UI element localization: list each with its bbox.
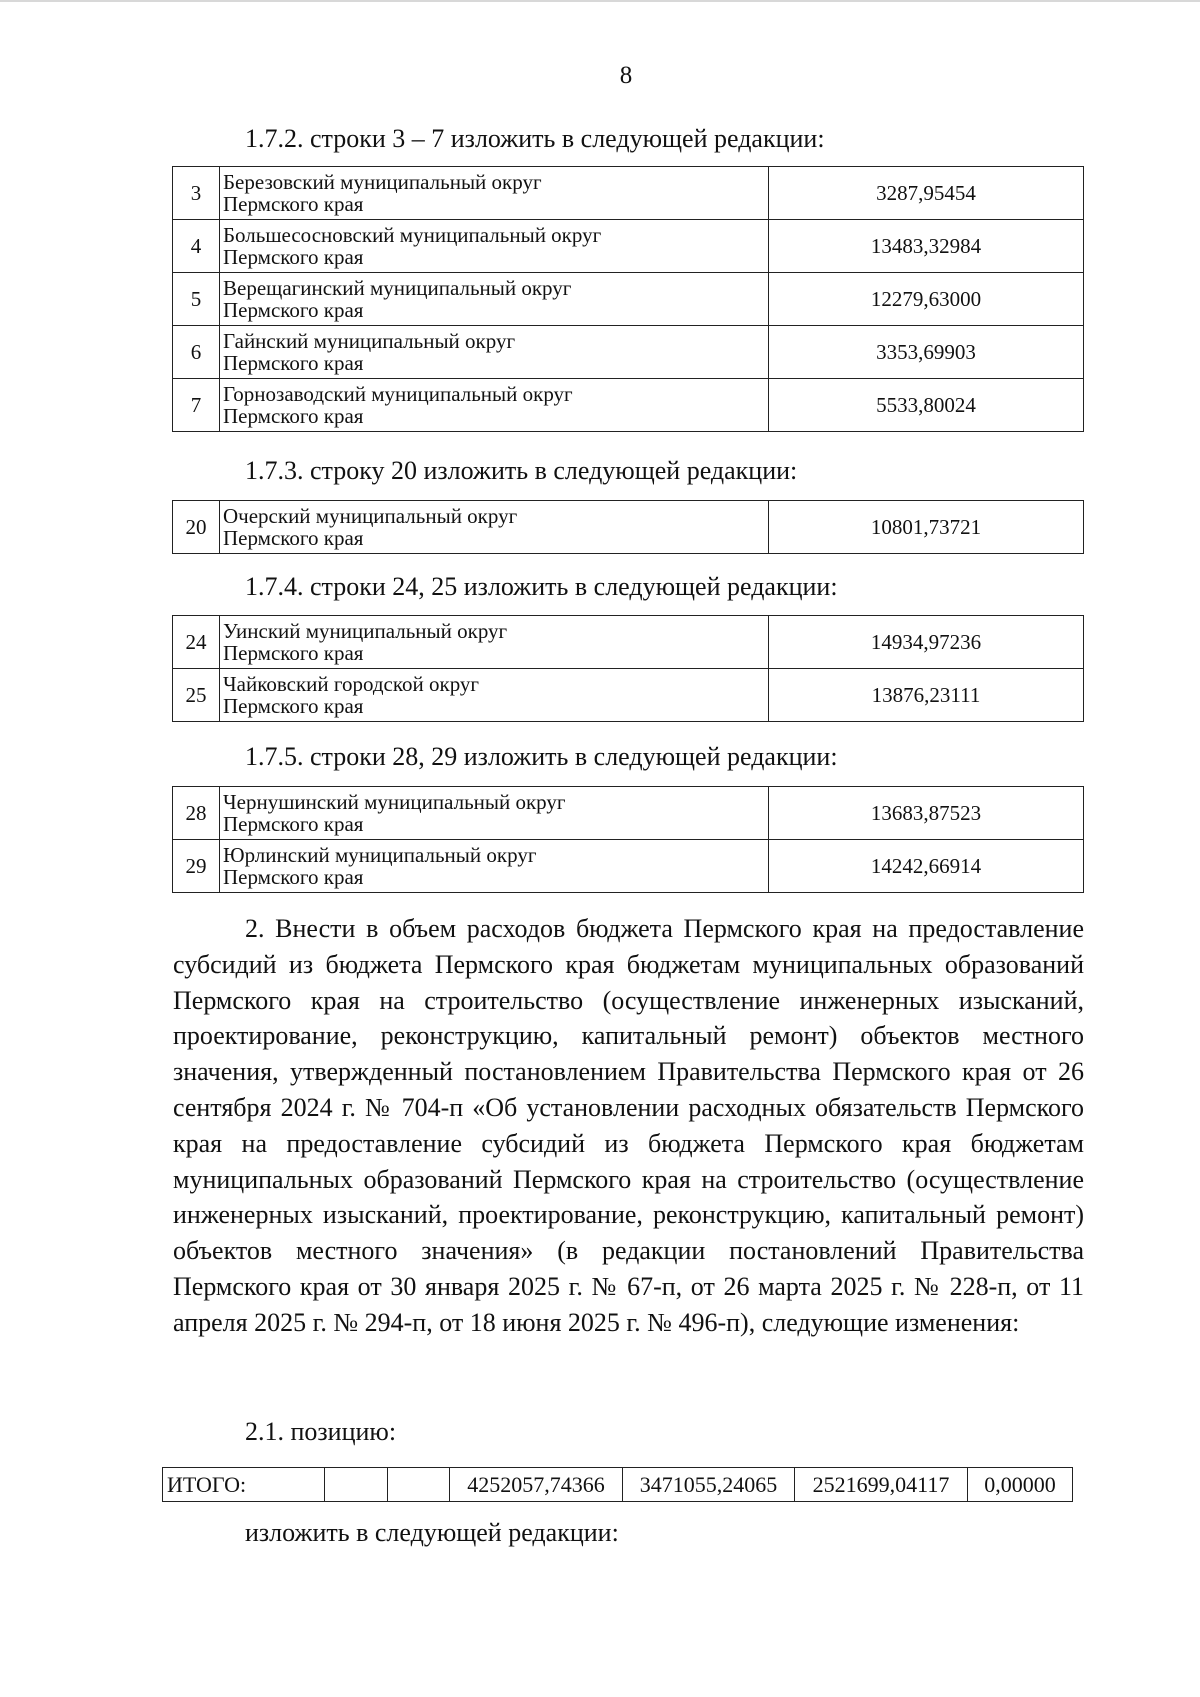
table-row (173, 273, 1084, 326)
row-number: 7 (173, 379, 220, 432)
row-name (220, 840, 769, 893)
row-value: 3287,95454 (769, 167, 1084, 220)
row-name (220, 669, 769, 722)
row-value: 13483,32984 (769, 220, 1084, 273)
row-number: 28 (173, 787, 220, 840)
row-name (220, 167, 769, 220)
page-edge (0, 0, 1200, 2)
totals-empty-cell (388, 1468, 450, 1502)
row-name (220, 273, 769, 326)
section-heading-1-7-3: 1.7.3. строку 20 изложить в следующей редакции: (245, 456, 798, 485)
totals-label: ИТОГО: (163, 1468, 325, 1502)
table-row (173, 326, 1084, 379)
table-row (173, 501, 1084, 554)
final-line: изложить в следующей редакции: (245, 1518, 619, 1547)
row-name-line2: Пермского края (223, 192, 364, 216)
paragraph-2 (173, 911, 1084, 1341)
table-row (173, 616, 1084, 669)
totals-value-1: 4252057,74366 (450, 1468, 623, 1502)
totals-empty-cell (325, 1468, 388, 1502)
row-name (220, 326, 769, 379)
row-name-line2: Пермского края (223, 641, 364, 665)
table-row (173, 840, 1084, 893)
row-number: 25 (173, 669, 220, 722)
row-number: 6 (173, 326, 220, 379)
table-row (173, 669, 1084, 722)
row-name-line2: Пермского края (223, 812, 364, 836)
row-value: 10801,73721 (769, 501, 1084, 554)
row-value: 12279,63000 (769, 273, 1084, 326)
row-name (220, 616, 769, 669)
row-name-line1: Горнозаводский муниципальный округ (223, 382, 573, 406)
row-name-line1: Чайковский городской округ (223, 672, 480, 696)
row-name-line2: Пермского края (223, 404, 364, 428)
row-value: 14934,97236 (769, 616, 1084, 669)
row-number: 3 (173, 167, 220, 220)
row-value: 3353,69903 (769, 326, 1084, 379)
subheading-2-1: 2.1. позицию: (245, 1417, 397, 1446)
section-heading-1-7-2: 1.7.2. строки 3 – 7 изложить в следующей редакции: (245, 124, 825, 153)
totals-value-3: 2521699,04117 (795, 1468, 968, 1502)
row-value: 14242,66914 (769, 840, 1084, 893)
row-number: 20 (173, 501, 220, 554)
row-name (220, 379, 769, 432)
row-name-line1: Юрлинский муниципальный округ (223, 843, 537, 867)
row-name-line1: Верещагинский муниципальный округ (223, 276, 572, 300)
row-name-line1: Гайнский муниципальный округ (223, 329, 516, 353)
table-row (173, 220, 1084, 273)
table-rows-24-25 (172, 615, 1084, 722)
totals-value-4: 0,00000 (968, 1468, 1073, 1502)
row-name (220, 220, 769, 273)
row-number: 24 (173, 616, 220, 669)
row-name-line2: Пермского края (223, 526, 364, 550)
table-row (173, 787, 1084, 840)
row-name (220, 787, 769, 840)
row-value: 13876,23111 (769, 669, 1084, 722)
row-number: 29 (173, 840, 220, 893)
row-name-line2: Пермского края (223, 351, 364, 375)
totals-value-2: 3471055,24065 (623, 1468, 795, 1502)
page-number: 8 (619, 62, 633, 89)
row-name (220, 501, 769, 554)
totals-table (162, 1467, 1073, 1502)
table-rows-3-7 (172, 166, 1084, 432)
totals-row (163, 1468, 1073, 1502)
row-name-line2: Пермского края (223, 298, 364, 322)
table-row-20 (172, 500, 1084, 554)
section-heading-1-7-4: 1.7.4. строки 24, 25 изложить в следующей редакции: (245, 572, 838, 601)
row-value: 13683,87523 (769, 787, 1084, 840)
row-value: 5533,80024 (769, 379, 1084, 432)
section-heading-1-7-5: 1.7.5. строки 28, 29 изложить в следующей редакции: (245, 742, 838, 771)
row-name-line2: Пермского края (223, 694, 364, 718)
paragraph-2-text: 2. Внести в объем расходов бюджета Пермского края на предоставление субсидий из бюджета Пермского края бюджетам муниципальных образований Пермского края на строительство (осуществление инженерных изысканий, проектирование, реконструкцию, капитальный ремонт) объектов местного значения, утвержденный постановлением Правительства Пермского края от 26 сентября 2024 г. № 704-п «Об установлении расходных обязательств Пермского края на предоставление субсидий из бюджета Пермского края бюджетам муниципальных образований Пермского края на строительство (осуществление инженерных изысканий, проектирование, реконструкцию, капитальный ремонт) объектов местного значения» (в редакции постановлений Правительства Пермского края от 30 января 2025 г. № 67-п, от 26 марта 2025 г. № 228-п, от 11 апреля 2025 г. № 294-п, от 18 июня 2025 г. № 496-п), следующие изменения: (173, 914, 1084, 1337)
row-name-line1: Березовский муниципальный округ (223, 170, 542, 194)
table-row (173, 379, 1084, 432)
row-number: 5 (173, 273, 220, 326)
row-name-line1: Чернушинский муниципальный округ (223, 790, 566, 814)
row-name-line2: Пермского края (223, 245, 364, 269)
table-row (173, 167, 1084, 220)
table-rows-28-29 (172, 786, 1084, 893)
row-number: 4 (173, 220, 220, 273)
row-name-line1: Уинский муниципальный округ (223, 619, 508, 643)
row-name-line1: Большесосновский муниципальный округ (223, 223, 602, 247)
row-name-line1: Очерский муниципальный округ (223, 504, 518, 528)
row-name-line2: Пермского края (223, 865, 364, 889)
